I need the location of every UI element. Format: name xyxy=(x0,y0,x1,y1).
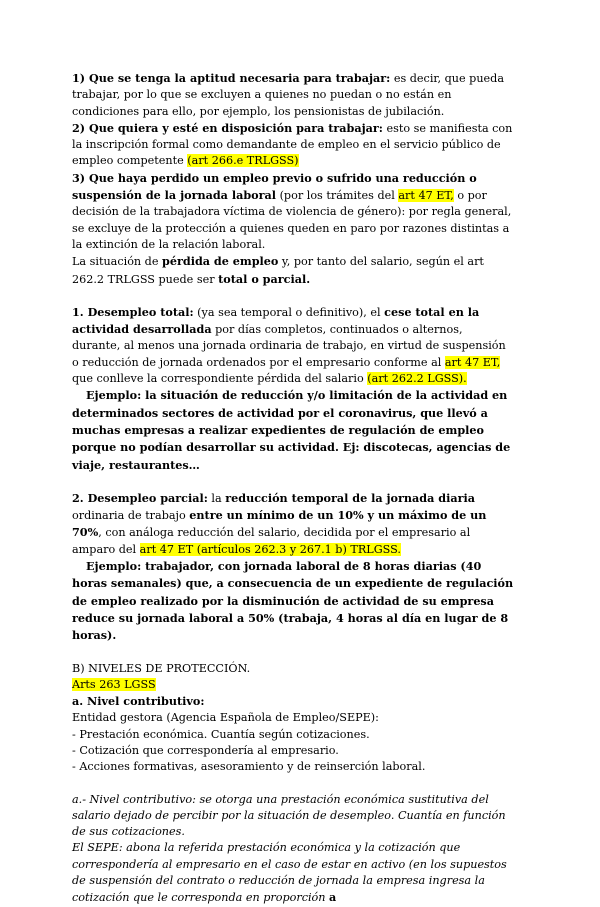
highlight-art-47-b: art 47 ET, xyxy=(444,355,501,369)
sepe-explanation xyxy=(72,840,514,906)
partial-unemployment-title: 2. Desempleo parcial: xyxy=(72,490,208,505)
highlight-arts-263: Arts 263 LGSS xyxy=(72,677,156,691)
total-text-c: que conlleve la correspondiente pérdida del salario xyxy=(72,372,368,386)
highlight-art-47-a: art 47 ET, xyxy=(398,189,454,203)
requirement-2-title: 2) Que quiera y esté en disposición para trabajar: xyxy=(72,120,383,135)
partial-text-a: la xyxy=(207,491,226,505)
total-text-a: (ya sea temporal o definitivo), el xyxy=(193,305,385,319)
requirement-3-text-a: (por los trámites del xyxy=(276,189,399,203)
requirement-1-paragraph xyxy=(72,70,514,120)
example-1-paragraph xyxy=(72,387,514,473)
loss-text-a: La situación de xyxy=(72,255,163,269)
total-bold-a: cese total en la actividad desarrollada xyxy=(72,304,480,337)
requirement-3-paragraph xyxy=(72,170,514,253)
partial-bold-b: entre un mínimo de un 10% y un máximo de un 70% xyxy=(72,508,487,540)
loss-of-employment-paragraph xyxy=(72,253,514,288)
contribution-line: - Cotización que correspondería al empresario. xyxy=(72,743,339,757)
highlight-art-262-2: (art 262.2 LGSS). xyxy=(367,372,467,386)
requirement-2-paragraph xyxy=(72,120,514,170)
contributory-level-label: a. Nivel contributivo: xyxy=(72,694,205,709)
loss-text-b: y, por tanto del salario, según el art 262.2 TRLGSS puede ser xyxy=(72,255,484,286)
total-unemployment-paragraph xyxy=(72,304,514,387)
partial-unemployment-paragraph xyxy=(72,490,514,558)
total-text-b: por días completos, continuados o alternos, durante, al menos una jornada ordinaria de trabajo, en virtud de suspensión o reducción de jornada ordenados por el empresario conforme al xyxy=(72,323,506,369)
example-1-text: Ejemplo: la situación de reducción y/o limitación de la actividad en determinados sectores de actividad por el coronavirus, que llevó a muchas empresas a realizar expedientes de regulación de empleo porque no podían desarrollar su actividad. Ej: discotecas, agencias de viaje, restaurantes… xyxy=(72,388,511,472)
example-2-paragraph xyxy=(72,558,514,644)
highlight-art-266: (art 266.e TRLGSS) xyxy=(187,154,299,168)
loss-bold-b: total o parcial. xyxy=(218,271,311,286)
contributory-level-explanation: a.- Nivel contributivo: se otorga una prestación económica sustitutiva del salario dejado de percibir por la situación de desempleo. Cuantía en función de sus cotizaciones. xyxy=(72,792,506,839)
training-line: - Acciones formativas, asesoramiento y de reinserción laboral. xyxy=(72,760,426,774)
sepe-explanation-text: El SEPE: abona la referida prestación económica y la cotización que correspondería al empresario en el caso de estar en activo (en los supuestos de suspensión del contrato o reducción de jornada la empresa ingresa la cotización que le corresponda en proporción xyxy=(72,841,507,905)
contributory-level-title xyxy=(72,693,514,710)
requirement-3-text-b: o por decisión de la trabajadora víctima de violencia de género): por regla general, se excluye de la protección a quienes queden en paro por razones distintas a la extinción de la relación laboral. xyxy=(72,189,512,251)
total-unemployment-title: 1. Desempleo total: xyxy=(72,304,194,319)
managing-entity-line: Entidad gestora (Agencia Española de Empleo/SEPE): xyxy=(72,711,379,725)
partial-text-b: ordinaria de trabajo xyxy=(72,509,190,523)
requirement-1-title: 1) Que se tenga la aptitud necesaria para trabajar: xyxy=(72,71,391,85)
sepe-explanation-bold: a xyxy=(329,890,337,905)
highlight-art-47-c: art 47 ET (artículos 262.3 y 267.1 b) TRLGSS. xyxy=(139,542,401,556)
partial-bold-a: reducción temporal de la jornada diaria xyxy=(225,490,475,505)
requirement-2-text: esto se manifiesta con la inscripción formal como demandante de empleo en el servicio público de empleo competente xyxy=(72,121,513,168)
partial-text-c: , con análoga reducción del salario, decidida por el empresario al amparo del xyxy=(72,526,471,556)
benefit-line: - Prestación económica. Cuantía según cotizaciones. xyxy=(72,727,370,741)
arts-263-reference xyxy=(72,677,514,693)
requirement-3-title: 3) Que haya perdido un empleo previo o sufrido una reducción o suspensión de la jornada laboral xyxy=(72,170,477,203)
loss-bold-a: pérdida de empleo xyxy=(162,254,279,269)
example-2-text: Ejemplo: trabajador, con jornada laboral de 8 horas diarias (40 horas semanales) que, a consecuencia de un expediente de regulación de empleo realizado por la disminución de actividad de su empresa reduce su jornada laboral a 50% (trabaja, 4 horas al día en lugar de 8 horas). xyxy=(72,559,514,643)
requirement-1-text: es decir, que pueda trabajar, por lo que se excluyen a quienes no puedan o no están en condiciones para ello, por ejemplo, los pensionistas de jubilación. xyxy=(72,72,504,118)
protection-levels-heading: B) NIVELES DE PROTECCIÓN. xyxy=(72,661,251,675)
